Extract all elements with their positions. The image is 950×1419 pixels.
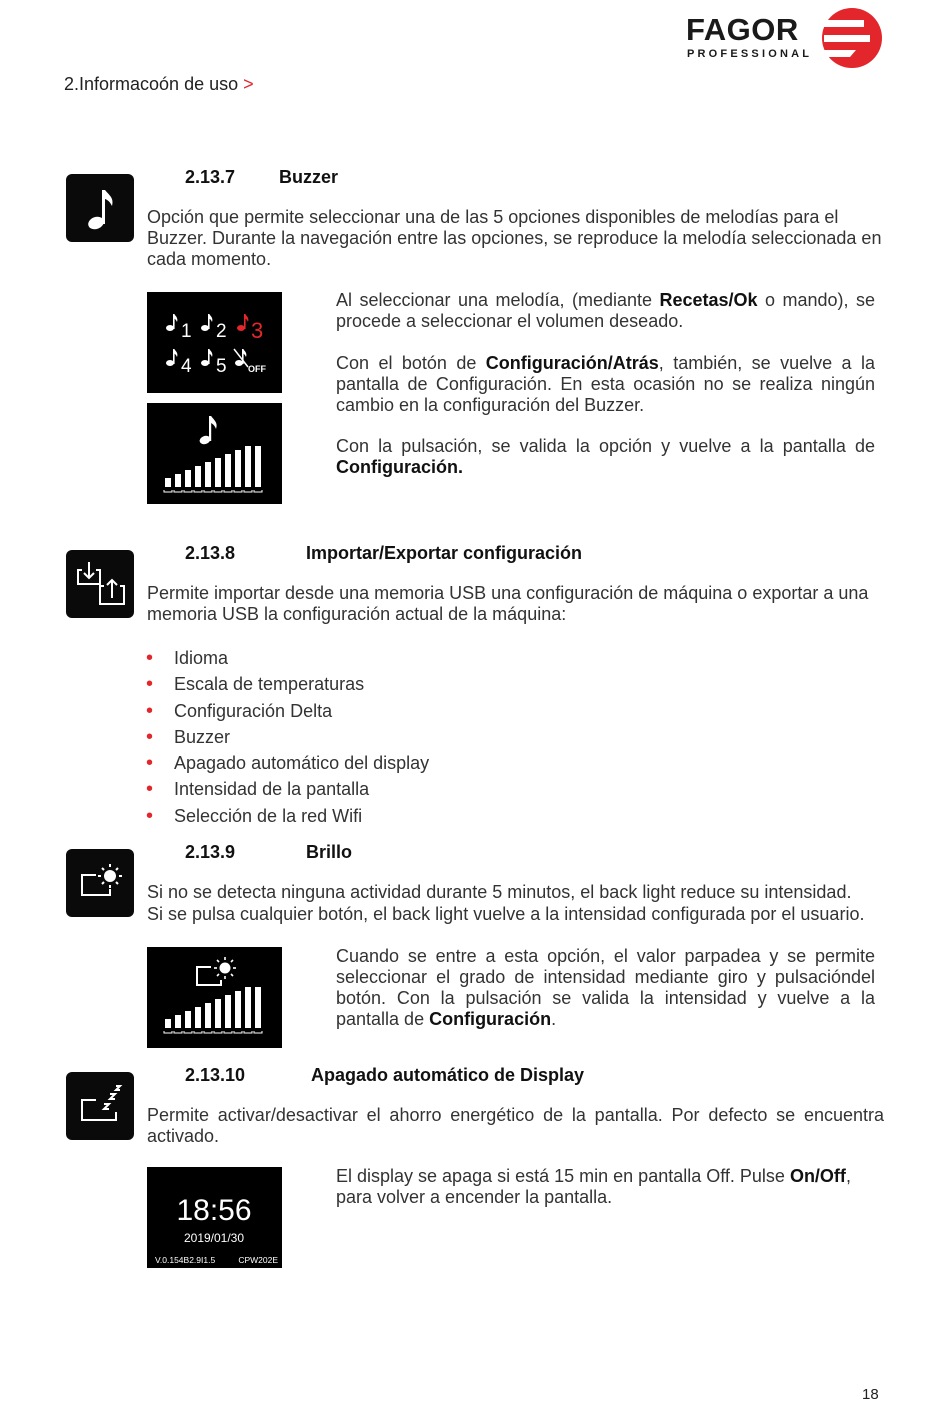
volume-level-bars xyxy=(165,446,261,487)
text-run: Con la pulsación, se valida la opción y vuelve a la pantalla de xyxy=(336,436,875,456)
buzzer-paragraph-1 xyxy=(336,290,875,332)
section-number-2-13-7: 2.13.7 xyxy=(185,167,236,187)
screen-version: V.0.154B2.9I1.5 xyxy=(155,1255,216,1265)
bold-text-on-off: On/Off xyxy=(789,1166,846,1186)
text-run: El display se apaga si está 15 min en pantalla Off. Pulse xyxy=(336,1166,790,1186)
buzzer-intro: Opción que permite seleccionar una de las 5 opciones disponibles de melodías para el Buzzer. Durante la navegación entre las opciones, se reproduce la melodía seleccionada en cada momento. xyxy=(147,207,882,269)
brillo-intensity-screen xyxy=(147,947,282,1048)
brillo-intro-1: Si no se detecta ninguna actividad durante 5 minutos, el back light reduce su intensidad. xyxy=(147,882,852,902)
display-off-section-icon xyxy=(66,1072,134,1140)
buzzer-melody-screen xyxy=(147,292,282,393)
bold-text-configuracion-atras: Configuración/Atrás xyxy=(485,353,659,373)
screen-model: CPW202E xyxy=(238,1255,278,1265)
text-run: , también, se vuelve a la pantalla de Configuración. En esta ocasión no se realiza ningún cambio en la configuración del Buzzer. xyxy=(336,353,875,415)
import-export-icon xyxy=(66,550,134,618)
fagor-logo-mark-icon xyxy=(820,6,884,70)
display-off-clock-screen xyxy=(147,1167,282,1268)
melody-3-label: 3 xyxy=(251,318,264,343)
section-title-display-off: Apagado automático de Display xyxy=(311,1065,585,1085)
text-run: . xyxy=(551,1009,557,1029)
screen-date: 2019/01/30 xyxy=(183,1231,245,1245)
bold-text-configuracion: Configuración. xyxy=(336,457,463,477)
bold-text-recetas-ok: Recetas/Ok xyxy=(659,290,758,310)
text-run: Con el botón de xyxy=(336,353,486,373)
list-item: • Buzzer xyxy=(147,724,429,750)
brillo-section-icon xyxy=(66,849,134,917)
list-item: • Intensidad de la pantalla xyxy=(147,776,429,802)
breadcrumb-text: 2.Informacoón de uso xyxy=(64,74,239,94)
brand-subtitle: PROFESSIONAL xyxy=(687,48,813,60)
buzzer-paragraph-2 xyxy=(336,353,875,416)
buzzer-section-icon xyxy=(66,174,134,242)
import-export-section-icon xyxy=(66,550,134,618)
brillo-paragraph-1 xyxy=(336,946,875,1030)
intensity-level-bars xyxy=(165,987,261,1028)
text-run: o mando), se procede a seleccionar el volumen deseado. xyxy=(336,290,875,331)
list-item: • Configuración Delta xyxy=(147,698,429,724)
list-item: • Idioma xyxy=(147,645,429,671)
bold-text-configuracion: Configuración xyxy=(429,1009,552,1029)
import-export-intro: Permite importar desde una memoria USB una configuración de máquina o exportar a una memoria USB la configuración actual de la máquina: xyxy=(147,583,869,624)
section-title-brillo: Brillo xyxy=(306,842,353,862)
music-note-icon xyxy=(198,416,216,446)
buzzer-paragraph-3 xyxy=(336,436,875,478)
sleep-display-icon xyxy=(66,1072,134,1140)
display-off-intro: Permite activar/desactivar el ahorro energético de la pantalla. Por defecto se encuentra activado. xyxy=(147,1105,884,1146)
section-number-2-13-10: 2.13.10 xyxy=(185,1065,246,1085)
melody-off-label: OFF xyxy=(248,364,266,374)
music-note-icon xyxy=(66,174,134,242)
screen-time: 18:56 xyxy=(176,1194,252,1227)
list-item: • Selección de la red Wifi xyxy=(147,803,429,829)
breadcrumb-arrow: > xyxy=(243,74,254,94)
text-run: , para volver a encender la pantalla. xyxy=(336,1166,851,1207)
section-number-2-13-8: 2.13.8 xyxy=(185,543,236,563)
melody-1-label: 1 xyxy=(181,321,192,342)
melody-5-label: 5 xyxy=(216,356,227,377)
melody-4-label: 4 xyxy=(181,356,192,377)
page-number: 18 xyxy=(862,1386,879,1403)
section-title-import-export: Importar/Exportar configuración xyxy=(306,543,583,563)
text-run: Cuando se entre a esta opción, el valor parpadea y se permite seleccionar el grado de intensidad mediante giro y pulsacióndel botón. Con la pulsación se valida la intensidad y vuelve a la pantalla de xyxy=(336,946,875,1029)
section-title-buzzer: Buzzer xyxy=(279,167,339,187)
brightness-icon xyxy=(66,849,134,917)
buzzer-volume-screen xyxy=(147,403,282,504)
breadcrumb xyxy=(64,74,254,95)
list-item: • Escala de temperaturas xyxy=(147,671,429,697)
import-export-list xyxy=(147,645,429,829)
melody-2-label: 2 xyxy=(216,321,227,342)
text-run: Al seleccionar una melodía, (mediante xyxy=(336,290,660,310)
fagor-logo xyxy=(686,6,886,68)
brillo-intro-2: Si se pulsa cualquier botón, el back light vuelve a la intensidad configurada por el usuario. xyxy=(147,904,865,924)
section-number-2-13-9: 2.13.9 xyxy=(185,842,236,862)
display-off-paragraph-1 xyxy=(336,1166,884,1208)
brand-name: FAGOR xyxy=(686,12,799,47)
list-item: • Apagado automático del display xyxy=(147,750,429,776)
